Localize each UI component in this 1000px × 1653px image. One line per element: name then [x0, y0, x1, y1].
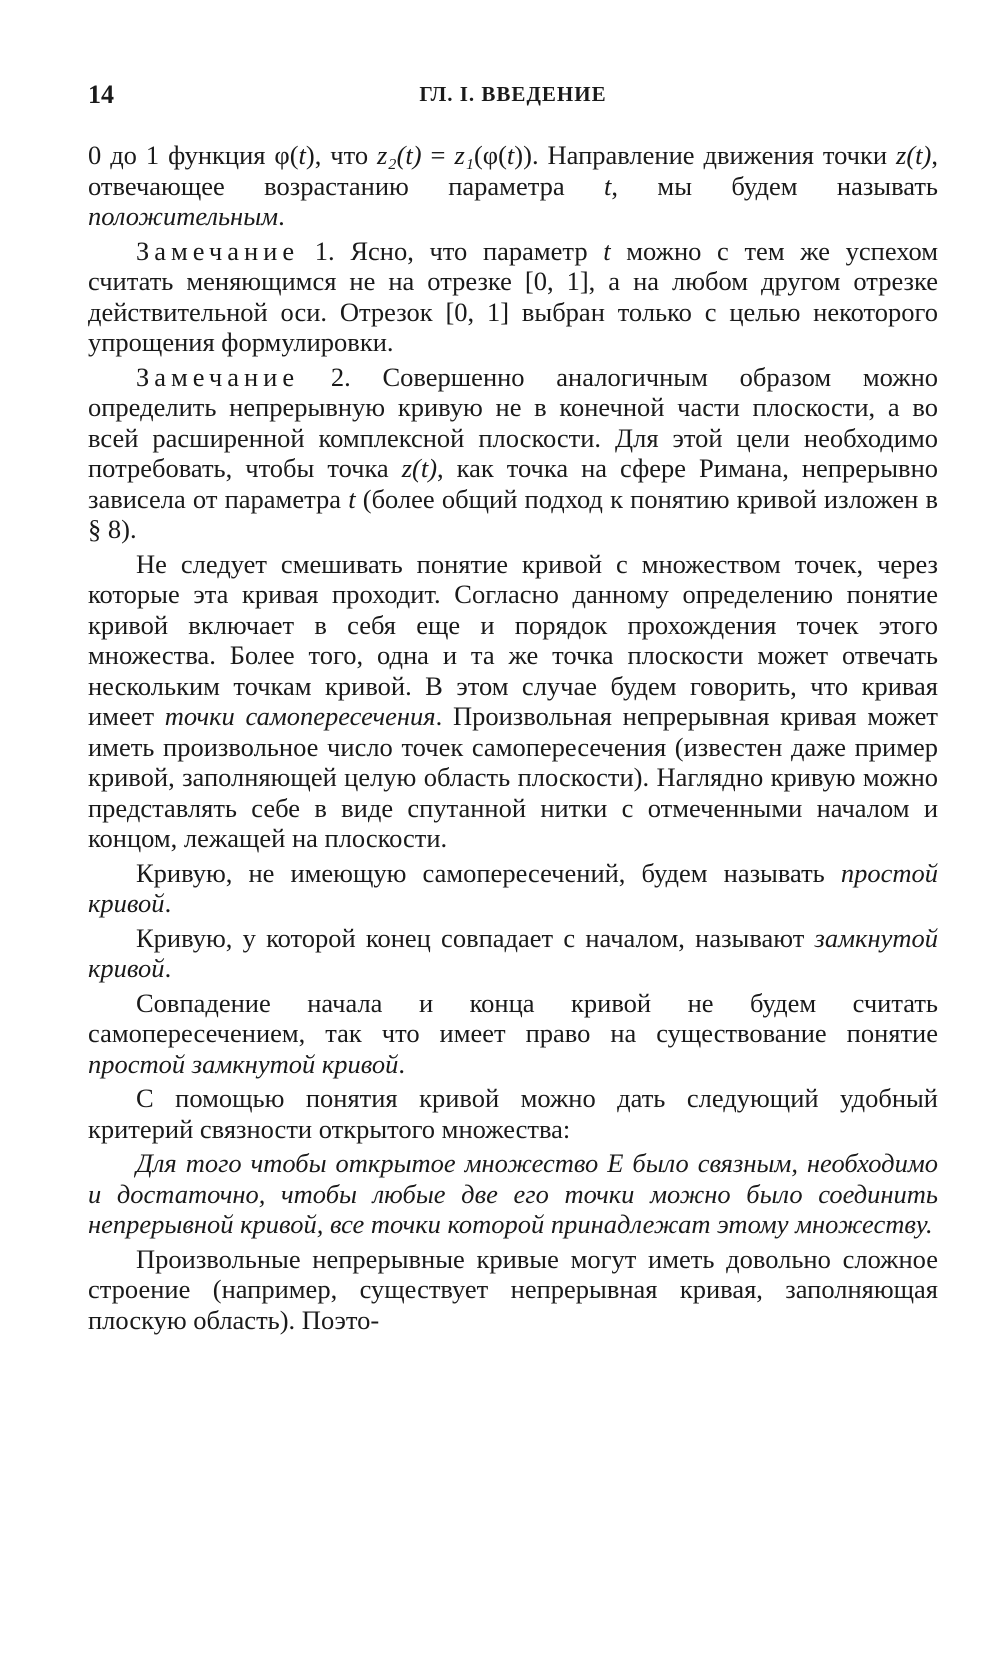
remark-label: Замечание: [136, 235, 300, 266]
paragraph-simple-curve: Кривую, не имеющую самопересечений, будем называть простой кривой.: [88, 857, 938, 918]
remark-2: Замечание 2. Совершенно аналогичным образом можно определить непрерывную кривую не в конечной части плоскости, а во всей расширенной комплексной плоскости. Для этой цели необходимо потребовать, чтобы точка z(t), как точка на сфере Римана, непрерывно зависела от параметра t (более общий подход к понятию кривой изложен в § 8).: [88, 361, 938, 544]
remark-1: Замечание 1. Ясно, что параметр t можно с тем же успехом считать меняющимся не на отрезке [0, 1], а на любом другом отрезке действительной оси. Отрезок [0, 1] выбран только с целью некоторого упрощения формулировки.: [88, 235, 938, 357]
remark-label: Замечание: [136, 361, 300, 392]
paragraph-closed-curve: Кривую, у которой конец совпадает с началом, называют замкнутой кривой.: [88, 922, 938, 983]
paragraph-simple-closed-curve: Совпадение начала и конца кривой не будем считать самопересечением, так что имеет право на существование понятие простой замкнутой кривой.: [88, 987, 938, 1079]
page-body: [88, 140, 938, 1339]
term-positive: положительным: [88, 201, 279, 231]
math-zt: z(t): [896, 140, 932, 170]
running-title: ГЛ. I. ВВЕДЕНИЕ: [419, 82, 607, 106]
term-simple-closed-curve: простой замкнутой кривой: [88, 1048, 399, 1079]
page-header: [88, 80, 938, 120]
math-z1: z₁: [454, 140, 474, 170]
term-closed-curve: замкнутой кривой: [88, 922, 938, 983]
math-z2: z₂(t): [377, 140, 422, 170]
term-self-intersection: точки самопересечения: [164, 701, 436, 731]
term-simple-curve: простой кривой: [88, 857, 938, 918]
paragraph-complex-curves: Произвольные непрерывные кривые могут иметь довольно сложное строение (например, существует непрерывная кривая, заполняющая плоскую область). Поэто-: [88, 1243, 938, 1335]
page-number: 14: [88, 80, 114, 109]
paragraph-self-intersection: Не следует смешивать понятие кривой с множеством точек, через которые эта кривая проходит. Согласно данному определению понятие кривой включает в себя еще и порядок прохождения точек этого множества. Более того, одна и та же точка плоскости может отвечать нескольким точкам кривой. В этом случае будем говорить, что кривая имеет точки самопересечения. Произвольная непрерывная кривая может иметь произвольное число точек самопересечения (известен даже пример кривой, заполняющей целую область плоскости). Наглядно кривую можно представлять себе в виде спутанной нитки с отмеченными началом и концом, лежащей на плоскости.: [88, 548, 938, 853]
paragraph-parameter-direction: 0 до 1 функция φ(t), что z₂(t) = z₁(φ(t)). Направление движения точки z(t), отвечающее возрастанию параметра t, мы будем называть положительным.: [88, 140, 939, 231]
theorem-connectivity: Для того чтобы открытое множество E было связным, необходимо и достаточно, чтобы любые две его точки можно было соединить непрерывной кривой, все точки которой принадлежат этому множеству.: [88, 1148, 938, 1239]
paragraph-connectivity-criterion: С помощью понятия кривой можно дать следующий удобный критерий связности открытого множества:: [88, 1083, 938, 1144]
